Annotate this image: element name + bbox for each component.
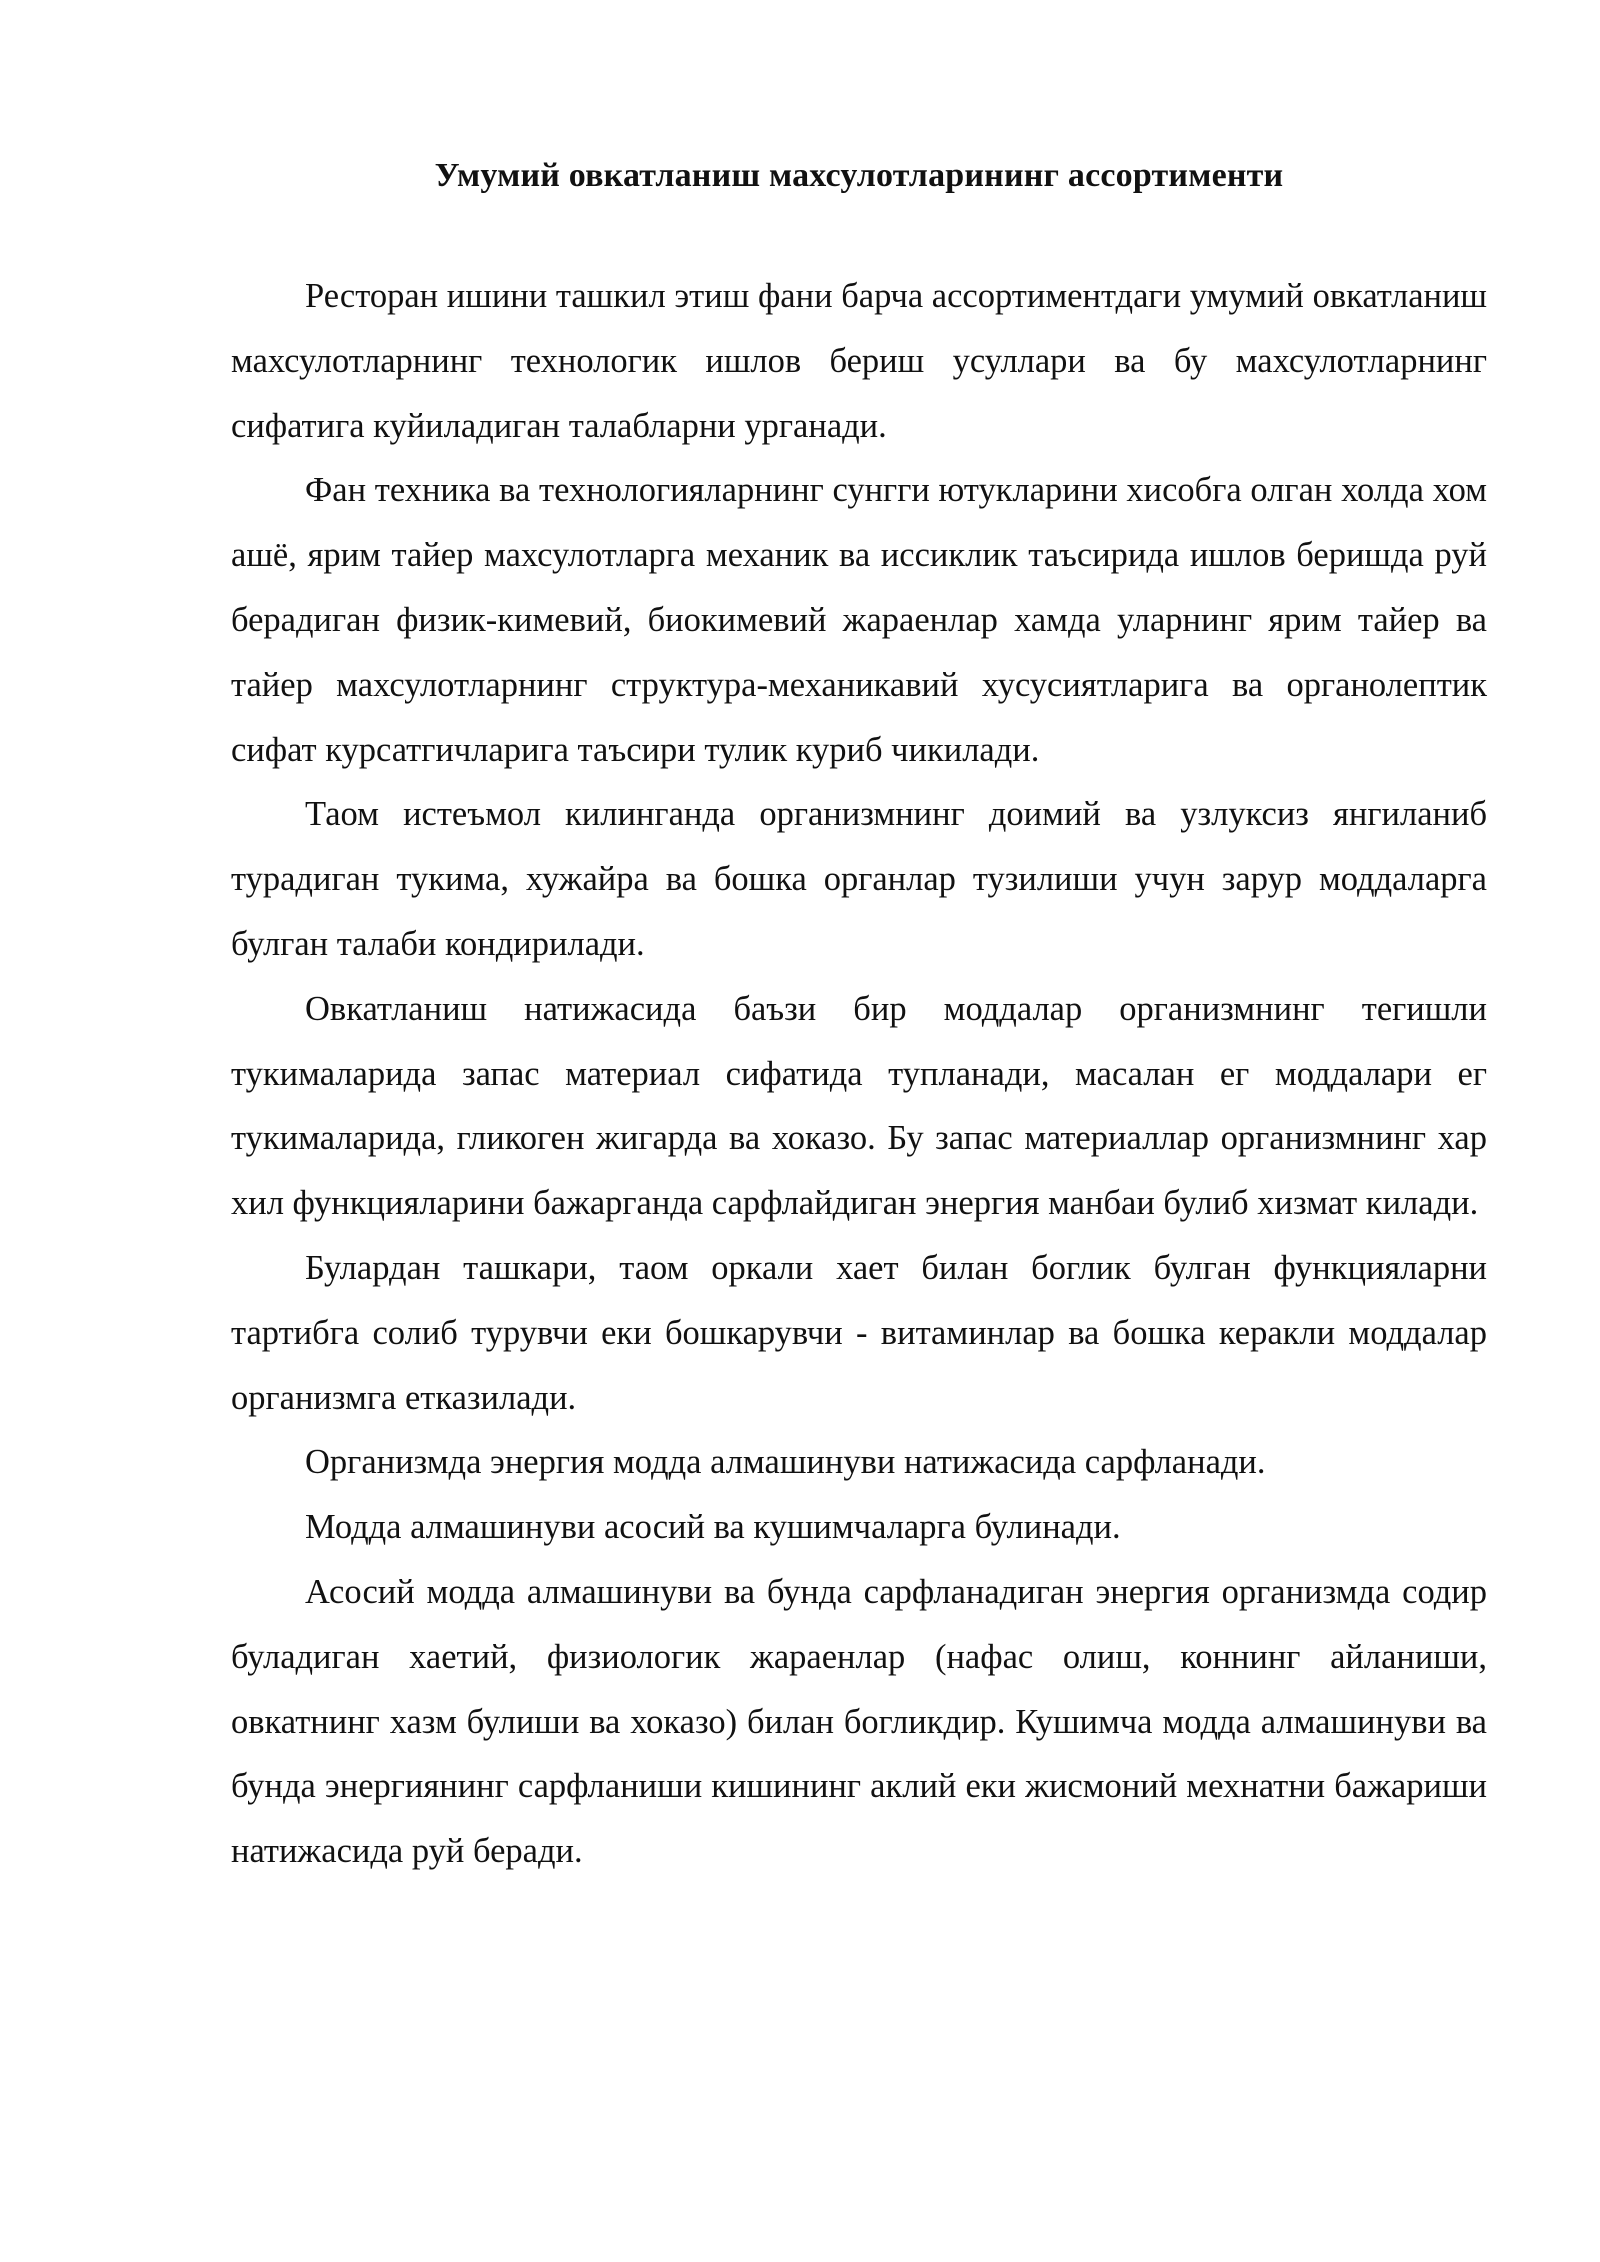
paragraph-2: Фан техника ва технологияларнинг сунгги ютукларини хисобга олган холда хом ашё, ярим тайер махсулотларга механик ва иссиклик таъсирида ишлов беришда руй берадиган физик-кимевий, биокимевий жараенлар хамда уларнинг ярим тайер ва тайер махсулотларнинг структура-механикавий хусусиятларига ва органолептик сифат курсатгичларига таъсири тулик куриб чикилади.	[231, 471, 1487, 769]
paragraph-6: Организмда энергия модда алмашинуви натижасида сарфланади.	[305, 1443, 1266, 1482]
document-body	[231, 150, 1487, 1884]
paragraph-3: Таом истеъмол килинганда организмнинг доимий ва узлуксиз янгиланиб турадиган тукима, хужайра ва бошка органлар тузилиши учун зарур моддаларга булган талаби кондирилади.	[231, 795, 1487, 963]
paragraph-4: Овкатланиш натижасида баъзи бир моддалар организмнинг тегишли тукималарида запас материал сифатида тупланади, масалан ег моддалари ег тукималарида, гликоген жигарда ва хоказо. Бу запас материаллар организмнинг хар хил функцияларини бажарганда сарфлайдиган энергия манбаи булиб хизмат килади.	[231, 989, 1487, 1223]
paragraph-7: Модда алмашинуви асосий ва кушимчаларга булинади.	[305, 1508, 1121, 1547]
paragraph-8: Асосий модда алмашинуви ва бунда сарфланадиган энергия организмда содир буладиган хаетий, физиологик жараенлар (нафас олиш, коннинг айланиши, овкатнинг хазм булиши ва хоказо) билан богликдир. Кушимча модда алмашинуви ва бунда энергиянинг сарфланиши кишининг аклий еки жисмоний мехнатни бажариши натижасида руй беради.	[231, 1572, 1487, 1871]
paragraph-5: Булардан ташкари, таом оркали хает билан боглик булган функцияларни тартибга солиб турувчи еки бошкарувчи - витаминлар ва бошка керакли моддалар организмга етказилади.	[231, 1248, 1487, 1417]
paragraph-1: Ресторан ишини ташкил этиш фани барча ассортиментдаги умумий овкатланиш махсулотларнинг технологик ишлов бериш усуллари ва бу махсулотларнинг сифатига куйиладиган талабларни урганади.	[231, 277, 1487, 445]
document-title: Умумий овкатланиш махсулотларининг ассортименти	[434, 157, 1284, 194]
